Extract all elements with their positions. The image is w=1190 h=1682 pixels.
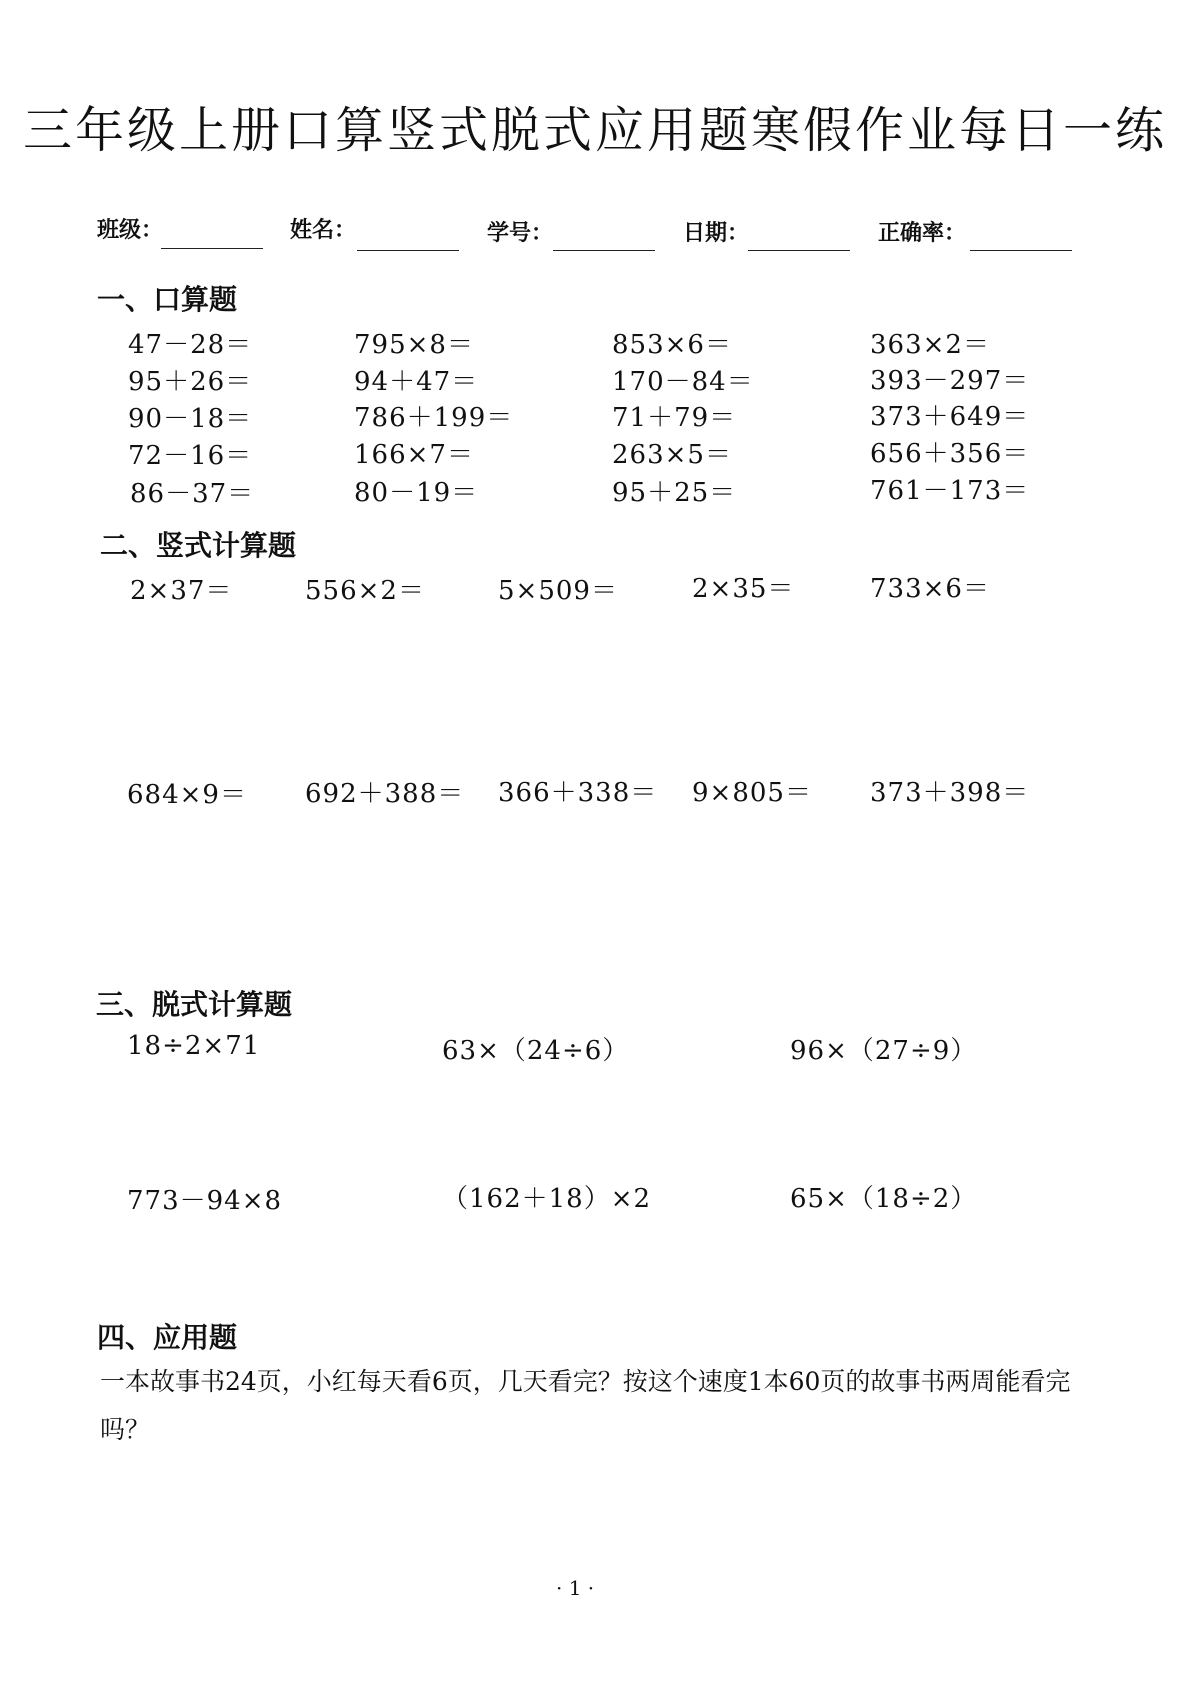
stepwise-problem: 65×（18÷2）	[790, 1184, 978, 1214]
oral-problem: 373＋649＝	[870, 402, 1030, 432]
student-number-blank[interactable]	[553, 250, 655, 251]
date-blank[interactable]	[748, 250, 850, 251]
stepwise-problem: 63×（24÷6）	[442, 1036, 630, 1066]
stepwise-problem: （162＋18）×2	[442, 1184, 652, 1214]
class-label: 班级：	[97, 218, 164, 243]
oral-problem: 90－18＝	[128, 404, 253, 434]
vertical-problem: 2×37＝	[130, 576, 233, 606]
oral-problem: 656＋356＝	[870, 439, 1030, 469]
oral-problem: 393－297＝	[870, 366, 1030, 396]
stepwise-problem: 96×（27÷9）	[790, 1036, 978, 1066]
oral-problem: 786＋199＝	[354, 403, 514, 433]
oral-problem: 170－84＝	[612, 367, 754, 397]
accuracy-blank[interactable]	[970, 250, 1072, 251]
oral-problem: 263×5＝	[612, 440, 732, 470]
oral-problem: 86－37＝	[130, 479, 255, 509]
word-problem-text: 一本故事书24页，小红每天看6页，几天看完？按这个速度1本60页的故事书两周能看完吗？	[100, 1367, 1071, 1444]
oral-problem: 95＋26＝	[128, 367, 253, 397]
oral-problem: 761－173＝	[870, 476, 1030, 506]
stepwise-problem: 773－94×8	[127, 1186, 283, 1216]
oral-problem: 80－19＝	[354, 478, 479, 508]
class-blank[interactable]	[161, 248, 263, 249]
section-word-heading: 四、应用题	[97, 1321, 238, 1354]
vertical-problem: 9×805＝	[692, 778, 812, 808]
section-oral-heading: 一、口算题	[97, 283, 238, 316]
page-title: 三年级上册口算竖式脱式应用题寒假作业每日一练	[22, 102, 1167, 159]
oral-problem: 72－16＝	[128, 441, 253, 471]
section-vertical-heading: 二、竖式计算题	[100, 529, 297, 562]
student-number-label: 学号：	[487, 221, 554, 246]
vertical-problem: 733×6＝	[870, 574, 990, 604]
page-number: · 1 ·	[556, 1576, 595, 1600]
accuracy-label: 正确率：	[878, 221, 967, 246]
vertical-problem: 5×509＝	[498, 576, 618, 606]
vertical-problem: 366＋338＝	[498, 778, 658, 808]
name-label: 姓名：	[290, 218, 357, 243]
oral-problem: 71＋79＝	[612, 403, 737, 433]
stepwise-problem: 18÷2×71	[127, 1031, 261, 1061]
section-stepwise-heading: 三、脱式计算题	[96, 988, 293, 1021]
oral-problem: 94＋47＝	[354, 367, 479, 397]
vertical-problem: 556×2＝	[305, 576, 425, 606]
oral-problem: 363×2＝	[870, 330, 990, 360]
oral-problem: 166×7＝	[354, 440, 474, 470]
vertical-problem: 692＋388＝	[305, 779, 465, 809]
name-blank[interactable]	[357, 250, 459, 251]
vertical-problem: 2×35＝	[692, 574, 795, 604]
vertical-problem: 684×9＝	[127, 780, 247, 810]
oral-problem: 95＋25＝	[612, 478, 737, 508]
oral-problem: 47－28＝	[128, 330, 253, 360]
oral-problem: 853×6＝	[612, 330, 732, 360]
vertical-problem: 373＋398＝	[870, 778, 1030, 808]
oral-problem: 795×8＝	[354, 330, 474, 360]
date-label: 日期：	[683, 221, 750, 246]
